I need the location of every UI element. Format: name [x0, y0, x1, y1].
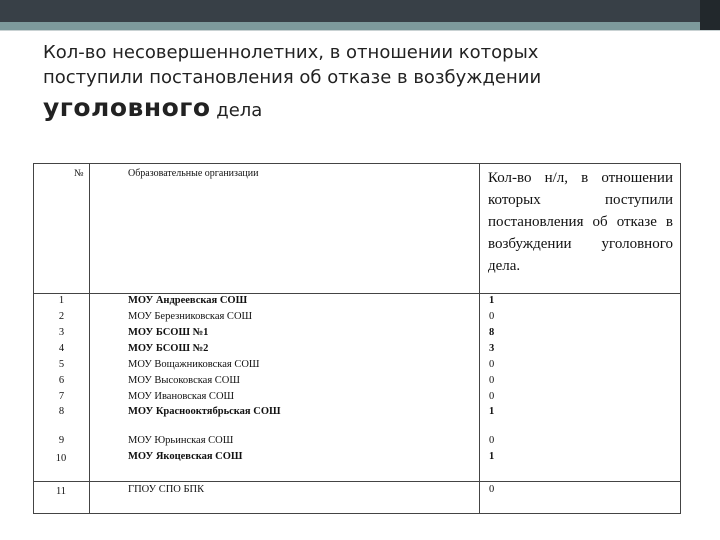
- row-organization: МОУ БСОШ №2: [128, 343, 209, 354]
- row-number: 7: [58, 391, 65, 402]
- table-row: [34, 294, 680, 310]
- header-organizations: Образовательные организации: [128, 168, 259, 179]
- table-row: [34, 450, 680, 482]
- row-count: 0: [489, 375, 495, 386]
- title-big-word: уголовного: [43, 93, 211, 122]
- row-count: 0: [489, 484, 495, 495]
- row-count: 1: [489, 451, 495, 462]
- top-corner-block: [700, 0, 720, 30]
- title-line-3: [43, 90, 703, 126]
- row-number: 10: [55, 453, 67, 464]
- table-row: [34, 310, 680, 326]
- header-count: Кол-во н/л, в отношении которых поступили постановления об отказе в возбуждении уголовного дела.: [488, 170, 673, 274]
- header-number: №: [74, 168, 84, 179]
- table-row: [34, 358, 680, 374]
- row-number: 4: [58, 343, 65, 354]
- table-row: [34, 374, 680, 390]
- row-organization: МОУ Юрьинская СОШ: [128, 435, 234, 446]
- row-number: 9: [58, 435, 65, 446]
- row-organization: МОУ Ивановская СОШ: [128, 391, 235, 402]
- row-count: 8: [489, 327, 495, 338]
- table-row: [34, 326, 680, 342]
- row-count: 3: [489, 343, 495, 354]
- row-count: 0: [489, 311, 495, 322]
- row-number: 5: [58, 359, 65, 370]
- row-count: 0: [489, 391, 495, 402]
- row-organization: МОУ Краснооктябрьская СОШ: [128, 406, 281, 417]
- row-number: 1: [58, 295, 65, 306]
- row-organization: МОУ Вощажниковская СОШ: [128, 359, 260, 370]
- row-count: 0: [489, 359, 495, 370]
- table-row: [34, 342, 680, 358]
- row-organization: МОУ Березниковская СОШ: [128, 311, 253, 322]
- row-number: 3: [58, 327, 65, 338]
- row-count: 1: [489, 406, 495, 417]
- row-number: 2: [58, 311, 65, 322]
- title-line-1: Кол-во несовершеннолетних, в отношении которых: [43, 42, 539, 63]
- top-divider: [0, 30, 720, 31]
- row-organization: ГПОУ СПО БПК: [128, 484, 205, 495]
- table-row: [34, 405, 680, 421]
- table-row: [34, 483, 680, 515]
- row-number: 11: [55, 486, 67, 497]
- row-organization: МОУ Высоковская СОШ: [128, 375, 240, 386]
- top-accent-bar: [0, 22, 720, 30]
- row-organization: МОУ БСОШ №1: [128, 327, 209, 338]
- slide-title: [43, 40, 703, 126]
- top-bar: [0, 0, 720, 22]
- row-organization: МОУ Андреевская СОШ: [128, 295, 248, 306]
- row-organization: МОУ Якоцевская СОШ: [128, 451, 243, 462]
- row-number: 8: [58, 406, 65, 417]
- title-line-2: поступили постановления об отказе в возбуждении: [43, 67, 542, 88]
- row-number: 6: [58, 375, 65, 386]
- table-row: [34, 434, 680, 450]
- title-small-word: дела: [216, 100, 263, 121]
- data-table: [33, 163, 681, 514]
- row-count: 1: [489, 295, 495, 306]
- row-count: 0: [489, 435, 495, 446]
- table-row: [34, 390, 680, 406]
